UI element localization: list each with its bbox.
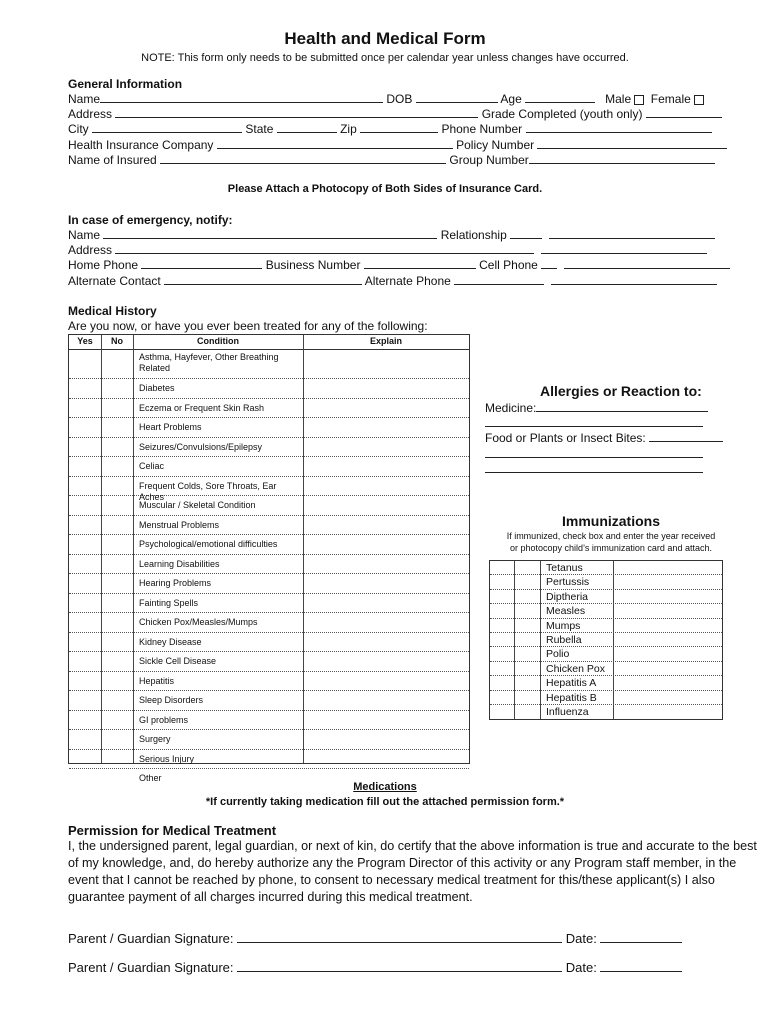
immunizations-heading: Immunizations	[561, 513, 660, 529]
condition-no-cell[interactable]	[101, 350, 133, 378]
table-row	[69, 594, 469, 614]
condition-explain-cell[interactable]	[303, 574, 469, 593]
table-row	[69, 438, 469, 458]
medical-heading: Medical History	[68, 304, 157, 318]
permission-heading: Permission for Medical Treatment	[68, 823, 277, 838]
medications-heading: Medications	[353, 781, 417, 793]
immunization-notes-cell[interactable]	[613, 604, 722, 617]
immunization-notes-cell[interactable]	[613, 590, 722, 603]
state-label: State	[245, 122, 274, 136]
emergency-heading: In case of emergency, notify:	[68, 213, 233, 227]
immunizations-note1: If immunized, check box and enter the year received	[506, 531, 716, 541]
food-field-line2[interactable]	[485, 457, 703, 458]
cell-field[interactable]	[541, 258, 557, 269]
emergency-address-field[interactable]	[115, 243, 534, 254]
condition-label: Learning Disabilities	[139, 558, 220, 569]
signature-label: Parent / Guardian Signature:	[68, 931, 234, 946]
immunization-check-cell[interactable]	[490, 561, 514, 574]
zip-label: Zip	[340, 122, 357, 136]
condition-explain-cell[interactable]	[303, 613, 469, 632]
col-no-header: No	[111, 336, 123, 346]
condition-no-cell[interactable]	[101, 496, 133, 515]
immunization-row	[490, 691, 722, 705]
name-field[interactable]	[100, 92, 383, 103]
condition-explain-cell[interactable]	[303, 418, 469, 437]
table-row	[69, 652, 469, 672]
condition-explain-cell[interactable]	[303, 516, 469, 535]
condition-label: Asthma, Hayfever, Other Breathing Related	[139, 352, 279, 373]
food-field-line3[interactable]	[485, 472, 703, 473]
city-label: City	[68, 122, 89, 136]
relationship-field[interactable]	[510, 228, 542, 239]
immunization-year-cell[interactable]	[514, 662, 540, 675]
immunization-check-cell[interactable]	[490, 633, 514, 646]
immunization-label: Hepatitis B	[546, 691, 597, 704]
immunization-row	[490, 633, 722, 647]
permission-line-2: of my knowledge, and, do hereby authorize any the Program Director of this activity or any Program staff member, in the	[68, 856, 737, 870]
insurance-field[interactable]	[217, 138, 453, 149]
female-checkbox[interactable]	[694, 95, 704, 105]
emergency-name-label: Name	[68, 228, 101, 242]
immunization-label: Tetanus	[546, 562, 583, 574]
emergency-address-extra-field[interactable]	[541, 243, 707, 254]
permission-line-3: event that I cannot be reached by phone, to consent to necessary medical treatment for this/these applicant(s) I also	[68, 873, 715, 887]
condition-yes-cell[interactable]	[69, 477, 101, 496]
group-label: Group Number	[449, 153, 529, 167]
immunization-year-cell[interactable]	[514, 575, 540, 588]
group-field[interactable]	[529, 153, 715, 164]
allergies-heading: Allergies or Reaction to:	[540, 383, 702, 399]
business-field[interactable]	[364, 258, 476, 269]
condition-label: Diabetes	[139, 383, 175, 393]
immunization-label: Rubella	[546, 634, 582, 646]
table-row	[69, 379, 469, 399]
condition-no-cell[interactable]	[101, 379, 133, 398]
condition-no-cell[interactable]	[101, 457, 133, 476]
immunization-notes-cell[interactable]	[613, 676, 722, 689]
name-label: Name	[68, 92, 101, 106]
condition-yes-cell[interactable]	[69, 535, 101, 554]
table-row	[69, 730, 469, 750]
table-row	[69, 750, 469, 770]
condition-no-cell[interactable]	[101, 418, 133, 437]
condition-yes-cell[interactable]	[69, 399, 101, 418]
signature-label: Parent / Guardian Signature:	[68, 960, 234, 975]
immunization-row	[490, 604, 722, 618]
condition-no-cell[interactable]	[101, 594, 133, 613]
immunization-label: Measles	[546, 605, 586, 618]
condition-label: Muscular / Skeletal Condition	[139, 500, 256, 510]
col-condition-header: Condition	[197, 336, 239, 346]
page-title: Health and Medical Form	[284, 29, 486, 48]
table-row	[69, 555, 469, 575]
immunization-label: Influenza	[546, 706, 589, 718]
condition-no-cell[interactable]	[101, 711, 133, 730]
medical-history-table	[68, 334, 470, 783]
immunization-year-cell[interactable]	[514, 691, 540, 704]
condition-label: Sleep Disorders	[139, 695, 204, 705]
grade-field[interactable]	[646, 107, 722, 118]
condition-label: Chicken Pox/Measles/Mumps	[139, 617, 258, 627]
signature-row-1	[68, 931, 682, 946]
age-field[interactable]	[525, 92, 595, 103]
table-row	[69, 711, 469, 731]
immunization-row	[490, 590, 722, 604]
address-label: Address	[68, 107, 113, 121]
immunization-label: Polio	[546, 648, 570, 661]
table-row	[69, 457, 469, 477]
condition-label: Menstrual Problems	[139, 519, 220, 530]
address-field[interactable]	[115, 107, 478, 118]
phone-field[interactable]	[526, 122, 712, 133]
immunization-row	[490, 676, 722, 690]
table-row	[69, 535, 469, 555]
condition-yes-cell[interactable]	[69, 652, 101, 671]
alt-phone-extra-field[interactable]	[551, 274, 717, 285]
condition-yes-cell[interactable]	[69, 350, 101, 378]
table-row	[69, 399, 469, 419]
table-row	[69, 691, 469, 711]
table-row	[69, 350, 469, 379]
permission-line-1: I, the undersigned parent, legal guardian, or next of kin, do certify that the above information is true and accurate to the best	[68, 839, 757, 853]
city-field[interactable]	[92, 122, 242, 133]
home-phone-label: Home Phone	[68, 258, 139, 272]
condition-label: Surgery	[139, 734, 171, 744]
immunization-row	[490, 619, 722, 633]
immunization-row	[490, 662, 722, 676]
emergency-row-1	[68, 228, 715, 242]
immunization-row	[490, 561, 722, 575]
condition-yes-cell[interactable]	[69, 691, 101, 710]
condition-explain-cell[interactable]	[303, 496, 469, 515]
medicine-field[interactable]	[536, 401, 708, 412]
condition-yes-cell[interactable]	[69, 496, 101, 515]
permission-line-4: guarantee payment of all charges incurred during this medical treatment.	[68, 890, 473, 904]
condition-explain-cell[interactable]	[303, 555, 469, 574]
emergency-row-2	[68, 243, 707, 257]
table-row	[69, 418, 469, 438]
date-field[interactable]	[600, 931, 682, 943]
condition-label: GI problems	[139, 714, 189, 725]
condition-label: Fainting Spells	[139, 597, 199, 608]
insured-field[interactable]	[160, 153, 446, 164]
immunization-year-cell[interactable]	[514, 633, 540, 646]
general-row-5	[68, 153, 715, 167]
immunization-check-cell[interactable]	[490, 705, 514, 718]
date-label: Date:	[565, 960, 597, 975]
condition-label: Heart Problems	[139, 422, 202, 432]
condition-explain-cell[interactable]	[303, 750, 469, 769]
condition-yes-cell[interactable]	[69, 594, 101, 613]
condition-no-cell[interactable]	[101, 672, 133, 691]
condition-no-cell[interactable]	[101, 574, 133, 593]
attach-note: Please Attach a Photocopy of Both Sides of Insurance Card.	[227, 183, 543, 195]
condition-no-cell[interactable]	[101, 516, 133, 535]
table-row	[69, 672, 469, 692]
immunization-label: Pertussis	[546, 576, 590, 589]
condition-yes-cell[interactable]	[69, 711, 101, 730]
immunization-row	[490, 647, 722, 661]
table-row	[69, 477, 469, 502]
general-row-1	[68, 92, 704, 106]
condition-yes-cell[interactable]	[69, 418, 101, 437]
insurance-label: Health Insurance Company	[68, 138, 214, 152]
immunization-notes-cell[interactable]	[613, 691, 722, 704]
general-row-2	[68, 107, 722, 121]
condition-yes-cell[interactable]	[69, 672, 101, 691]
condition-yes-cell[interactable]	[69, 574, 101, 593]
table-row	[69, 496, 469, 516]
condition-explain-cell[interactable]	[303, 594, 469, 613]
age-label: Age	[500, 92, 522, 106]
table-row	[69, 633, 469, 653]
business-label: Business Number	[265, 258, 361, 272]
emergency-name-field[interactable]	[103, 228, 437, 239]
immunization-label: Mumps	[546, 619, 581, 632]
immunization-check-cell[interactable]	[490, 676, 514, 689]
condition-yes-cell[interactable]	[69, 633, 101, 652]
cell-label: Cell Phone	[479, 258, 538, 272]
condition-label: Psychological/emotional difficulties	[139, 539, 278, 549]
immunization-check-cell[interactable]	[490, 662, 514, 675]
condition-explain-cell[interactable]	[303, 350, 469, 378]
condition-no-cell[interactable]	[101, 750, 133, 769]
general-heading: General Information	[68, 77, 183, 91]
alt-phone-field[interactable]	[454, 274, 544, 285]
immunization-label: Hepatitis A	[546, 677, 597, 690]
condition-explain-cell[interactable]	[303, 691, 469, 710]
immunization-label: Chicken Pox	[546, 662, 605, 675]
col-yes-header: Yes	[77, 336, 93, 346]
immunizations-table	[489, 560, 723, 720]
date-label: Date:	[565, 931, 597, 946]
signature-field[interactable]	[237, 960, 562, 972]
condition-yes-cell[interactable]	[69, 750, 101, 769]
condition-label: Sickle Cell Disease	[139, 656, 217, 666]
medicine-label: Medicine:	[485, 401, 537, 415]
immunization-year-cell[interactable]	[514, 705, 540, 718]
male-checkbox[interactable]	[634, 95, 644, 105]
food-label: Food or Plants or Insect Bites:	[485, 431, 646, 445]
immunization-notes-cell[interactable]	[613, 662, 722, 675]
zip-field[interactable]	[360, 122, 438, 133]
immunization-notes-cell[interactable]	[613, 647, 722, 660]
emergency-row-4	[68, 274, 717, 288]
phone-label: Phone Number	[441, 122, 523, 136]
condition-explain-cell[interactable]	[303, 457, 469, 476]
immunization-check-cell[interactable]	[490, 647, 514, 660]
condition-label: Other	[139, 773, 162, 783]
condition-explain-cell[interactable]	[303, 535, 469, 554]
condition-no-cell[interactable]	[101, 438, 133, 457]
table-row	[69, 613, 469, 633]
female-label: Female	[650, 92, 691, 106]
condition-explain-cell[interactable]	[303, 672, 469, 691]
col-explain-header: Explain	[369, 336, 402, 346]
signature-field[interactable]	[237, 931, 562, 943]
state-field[interactable]	[277, 122, 337, 133]
condition-no-cell[interactable]	[101, 730, 133, 749]
immunization-notes-cell[interactable]	[613, 575, 722, 588]
condition-label: Kidney Disease	[139, 636, 202, 647]
immunization-notes-cell[interactable]	[613, 705, 722, 718]
dob-label: DOB	[386, 92, 413, 106]
grade-label: Grade Completed (youth only)	[481, 107, 643, 121]
condition-yes-cell[interactable]	[69, 438, 101, 457]
general-row-3	[68, 122, 712, 136]
immunization-year-cell[interactable]	[514, 647, 540, 660]
dob-field[interactable]	[416, 92, 498, 103]
condition-yes-cell[interactable]	[69, 516, 101, 535]
condition-yes-cell[interactable]	[69, 457, 101, 476]
condition-yes-cell[interactable]	[69, 555, 101, 574]
condition-no-cell[interactable]	[101, 535, 133, 554]
condition-yes-cell[interactable]	[69, 613, 101, 632]
condition-label: Celiac	[139, 461, 165, 471]
condition-explain-cell[interactable]	[303, 477, 469, 496]
policy-field[interactable]	[537, 138, 727, 149]
date-field[interactable]	[600, 960, 682, 972]
condition-no-cell[interactable]	[101, 477, 133, 496]
immunization-year-cell[interactable]	[514, 676, 540, 689]
condition-label: Serious Injury	[139, 753, 195, 764]
condition-no-cell[interactable]	[101, 633, 133, 652]
emergency-row-3	[68, 258, 730, 272]
alt-phone-label: Alternate Phone	[364, 274, 451, 288]
condition-yes-cell[interactable]	[69, 730, 101, 749]
medications-note: *If currently taking medication fill out the attached permission form.*	[205, 796, 565, 808]
condition-explain-cell[interactable]	[303, 730, 469, 749]
condition-label: Seizures/Convulsions/Epilepsy	[139, 441, 263, 452]
condition-explain-cell[interactable]	[303, 711, 469, 730]
condition-label: Hepatitis	[139, 675, 175, 686]
medicine-field-line2[interactable]	[485, 426, 703, 427]
relationship-label: Relationship	[440, 228, 507, 242]
general-row-4	[68, 138, 727, 152]
table-row	[69, 516, 469, 536]
immunizations-note2: or photocopy child’s immunization card and attach.	[510, 543, 712, 553]
condition-no-cell[interactable]	[101, 555, 133, 574]
condition-no-cell[interactable]	[101, 399, 133, 418]
immunization-notes-cell[interactable]	[613, 561, 722, 574]
emergency-address-label: Address	[68, 243, 113, 257]
medical-question: Are you now, or have you ever been treated for any of the following:	[68, 319, 428, 333]
condition-no-cell[interactable]	[101, 691, 133, 710]
condition-label: Hearing Problems	[139, 578, 212, 588]
condition-explain-cell[interactable]	[303, 399, 469, 418]
condition-explain-cell[interactable]	[303, 379, 469, 398]
condition-explain-cell[interactable]	[303, 633, 469, 652]
alt-contact-field[interactable]	[164, 274, 362, 285]
condition-no-cell[interactable]	[101, 613, 133, 632]
home-phone-field[interactable]	[141, 258, 262, 269]
condition-no-cell[interactable]	[101, 652, 133, 671]
medical-header-row	[69, 335, 469, 350]
immunization-check-cell[interactable]	[490, 604, 514, 617]
policy-label: Policy Number	[456, 138, 535, 152]
table-row	[69, 574, 469, 594]
form-note: NOTE: This form only needs to be submitted once per calendar year unless changes have occurred.	[141, 52, 629, 64]
immunization-row	[490, 575, 722, 589]
immunization-label: Diptheria	[546, 590, 589, 603]
condition-label: Frequent Colds, Sore Throats, Ear Aches	[139, 480, 277, 502]
allergies-medicine-row	[485, 401, 708, 415]
immunization-row	[490, 705, 722, 718]
immunization-check-cell[interactable]	[490, 691, 514, 704]
alt-contact-label: Alternate Contact	[68, 274, 161, 288]
cell-extra-field[interactable]	[564, 258, 730, 269]
condition-label: Eczema or Frequent Skin Rash	[139, 402, 265, 413]
food-field[interactable]	[649, 431, 723, 442]
male-label: Male	[605, 92, 632, 106]
immunization-year-cell[interactable]	[514, 619, 540, 632]
signature-row-2	[68, 960, 682, 975]
immunization-check-cell[interactable]	[490, 619, 514, 632]
relationship-extra-field[interactable]	[549, 228, 715, 239]
condition-explain-cell[interactable]	[303, 652, 469, 671]
immunization-check-cell[interactable]	[490, 590, 514, 603]
condition-explain-cell[interactable]	[303, 438, 469, 457]
immunization-year-cell[interactable]	[514, 604, 540, 617]
allergies-food-row	[485, 431, 723, 445]
immunization-year-cell[interactable]	[514, 590, 540, 603]
condition-yes-cell[interactable]	[69, 379, 101, 398]
immunization-notes-cell[interactable]	[613, 619, 722, 632]
insured-label: Name of Insured	[68, 153, 157, 167]
immunization-notes-cell[interactable]	[613, 633, 722, 646]
immunization-year-cell[interactable]	[514, 561, 540, 574]
immunization-check-cell[interactable]	[490, 575, 514, 588]
